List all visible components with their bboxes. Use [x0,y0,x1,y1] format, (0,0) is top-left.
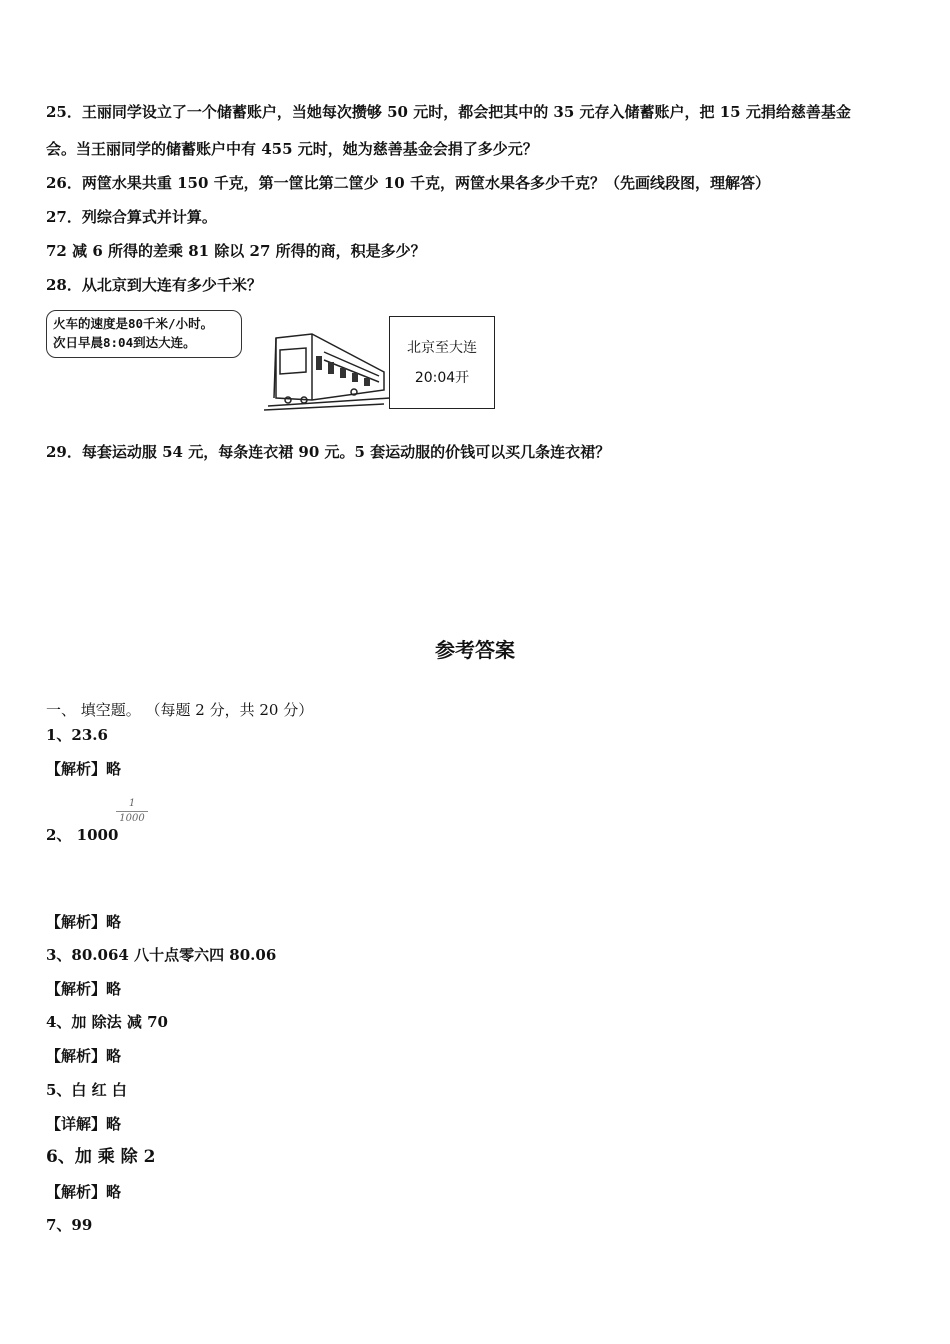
fraction-denominator: 1000 [119,813,145,824]
q27-text: 27．列综合算式并计算。 [46,208,217,226]
answer-7: 7、99 [46,1216,93,1234]
answer-4: 4、加 除法 减 70 [46,1013,168,1031]
fraction-numerator: 1 [128,798,136,809]
q28-figure [44,306,504,414]
q26-text: 26．两筐水果共重 150 千克，第一筐比第二筐少 10 千克，两筐水果各多少千克？（先画线段图，理解答） [46,174,770,192]
answer-1: 1、23.6 [46,726,108,744]
departure-sign [389,316,495,409]
answer-2: 2、 1000 [46,826,119,844]
answer-3: 3、80.064 八十点零六四 80.06 [46,946,277,964]
bubble-line-1: 火车的速度是80千米/小时。 [53,316,214,331]
q25-line2: 会。当王丽同学的储蓄账户中有 455 元时，她为慈善基金会捐了多少元？ [46,140,538,158]
answer-3-note: 【解析】略 [46,980,122,998]
q27-subtext: 72 减 6 所得的差乘 81 除以 27 所得的商，积是多少？ [46,242,426,260]
sign-line-2: 20:04开 [414,370,470,386]
answer-6: 6、加 乘 除 2 [46,1147,156,1167]
section-1-heading: 一、 填空题。 （每题 2 分，共 20 分） [46,701,314,719]
answer-5: 5、白 红 白 [46,1081,127,1099]
train-illustration [264,320,394,412]
answers-title: 参考答案 [435,638,515,662]
speech-bubble [46,310,242,358]
answer-2-note: 【解析】略 [46,913,122,931]
q25-line1: 25．王丽同学设立了一个储蓄账户，当她每次攒够 50 元时，都会把其中的 35 元存入储蓄账户，把 15 元捐给慈善基金 [46,103,851,121]
answer-6-note: 【解析】略 [46,1183,122,1201]
sign-line-1: 北京至大连 [407,340,477,356]
answer-5-note: 【详解】略 [46,1115,122,1133]
bubble-line-2: 次日早晨8:04到达大连。 [53,335,196,350]
q29-text: 29．每套运动服 54 元，每条连衣裙 90 元。5 套运动服的价钱可以买几条连衣裙？ [46,443,611,461]
q28-text: 28．从北京到大连有多少千米？ [46,276,262,294]
answer-2-fraction [116,798,148,825]
answer-4-note: 【解析】略 [46,1047,122,1065]
answer-1-note: 【解析】略 [46,760,122,778]
